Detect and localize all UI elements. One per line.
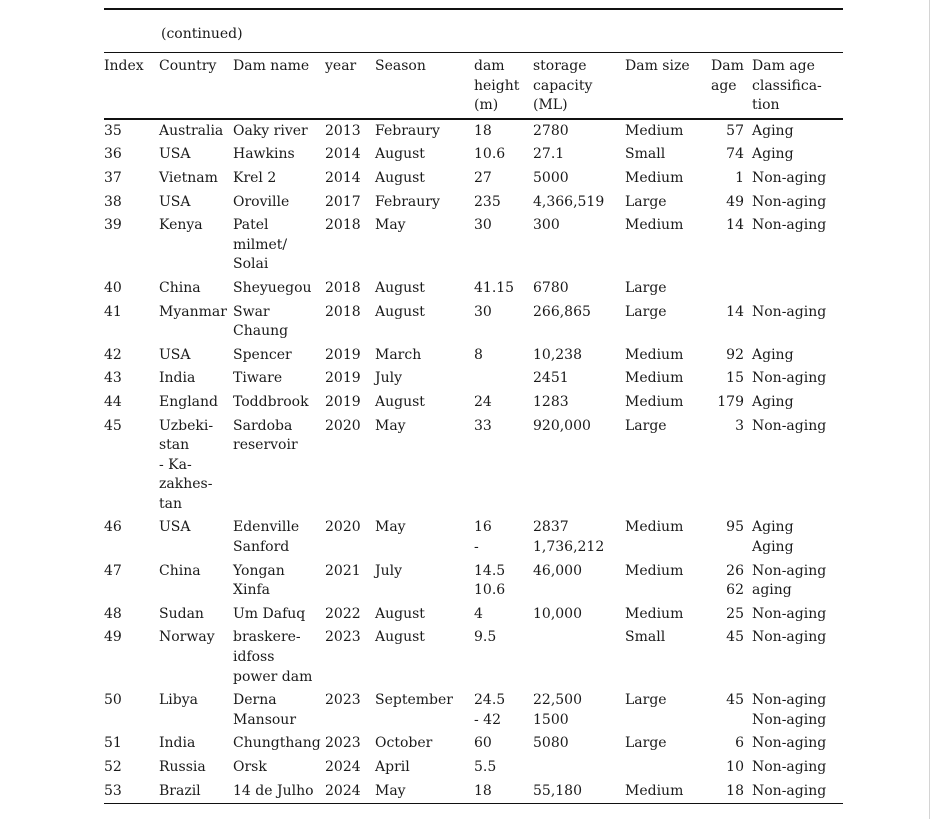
cell-age-classification: Non-aging: [752, 629, 827, 646]
cell-dam-height: 41.15: [474, 279, 515, 296]
cell-season: August: [375, 303, 425, 320]
cell-season: October: [375, 735, 433, 752]
cell-dam-age: 25: [726, 605, 744, 622]
cell-year: 2024: [325, 759, 361, 775]
cell-year: 2019: [325, 370, 361, 387]
cell-storage-capacity: 2780: [533, 122, 569, 139]
cell-age-classification: Non-aging: [752, 782, 827, 799]
cell-age-classification: Aging: [752, 393, 794, 410]
cell-index: 53: [104, 782, 122, 799]
cell-dam-name: Yongan Xinfa: [233, 562, 285, 599]
cell-season: Febraury: [375, 122, 440, 139]
cell-dam-size: Medium: [625, 605, 684, 622]
cell-age-classification: Non-aging: [752, 169, 827, 186]
cell-dam-age: 92: [726, 346, 744, 363]
cell-age-classification: Aging: [752, 122, 794, 139]
cell-index: 48: [104, 605, 122, 622]
cell-dam-age: 179: [717, 393, 744, 410]
cell-season: August: [375, 169, 425, 186]
cell-storage-capacity: 1283: [533, 393, 569, 410]
dam-failure-table: [104, 53, 843, 803]
cell-dam-age: 74: [726, 146, 744, 163]
cell-dam-height: 33: [474, 417, 492, 434]
cell-country: USA: [159, 519, 191, 536]
cell-storage-capacity: 22,500 1500: [533, 692, 582, 728]
cell-country: China: [159, 562, 201, 579]
header-season: Season: [375, 58, 426, 74]
cell-year: 2024: [325, 782, 361, 799]
cell-index: 38: [104, 193, 122, 210]
cell-country: Uzbeki- stan - Ka- zakhes- tan: [159, 417, 214, 512]
cell-age-classification: [752, 277, 843, 301]
cell-dam-age: 95: [726, 519, 744, 536]
cell-dam-age: 45: [726, 629, 744, 646]
cell-age-classification: Aging: [752, 146, 794, 163]
table-row: [104, 780, 843, 804]
cell-dam-height: 18: [474, 122, 492, 139]
cell-country: China: [159, 279, 201, 296]
cell-dam-size: Small: [625, 146, 666, 163]
table-row: [104, 167, 843, 191]
cell-dam-name: Sardoba reservoir: [233, 417, 298, 454]
cell-dam-size: Large: [625, 692, 667, 709]
cell-dam-size: Small: [625, 629, 666, 646]
cell-dam-name: Swar Chaung: [233, 303, 289, 340]
cell-dam-height: 235: [474, 193, 501, 210]
header-index: Index: [104, 58, 144, 74]
cell-year: 2014: [325, 146, 361, 163]
cell-dam-age: 10: [726, 759, 744, 775]
cell-country: Sudan: [159, 605, 204, 622]
cell-index: 52: [104, 759, 122, 775]
cell-country: Norway: [159, 629, 215, 646]
cell-dam-name: Oaky river: [233, 122, 308, 139]
cell-dam-name: Toddbrook: [233, 393, 309, 410]
cell-season: April: [375, 759, 410, 775]
cell-season: May: [375, 417, 406, 434]
cell-storage-capacity: 10,238: [533, 346, 582, 363]
cell-dam-age: 45: [726, 692, 744, 709]
header-country: Country: [159, 58, 217, 74]
cell-country: Libya: [159, 692, 198, 709]
cell-year: 2020: [325, 417, 361, 434]
cell-index: 50: [104, 692, 122, 709]
table-row: [104, 391, 843, 415]
cell-dam-name: Hawkins: [233, 146, 295, 163]
cell-index: 40: [104, 279, 122, 296]
cell-country: England: [159, 393, 219, 410]
cell-dam-name: Oroville: [233, 193, 290, 210]
cell-dam-name: Sheyuegou: [233, 279, 312, 296]
cell-country: Kenya: [159, 217, 203, 234]
dam-table-container: [104, 8, 843, 804]
table-row: [104, 756, 843, 780]
cell-dam-height: 24: [474, 393, 492, 410]
cell-season: Febraury: [375, 193, 440, 210]
cell-year: 2020: [325, 519, 361, 536]
cell-dam-height: 27: [474, 169, 492, 186]
cell-year: 2017: [325, 193, 361, 210]
cell-index: 36: [104, 146, 122, 163]
header-dam-height: dam height (m): [474, 58, 520, 114]
cell-storage-capacity: 10,000: [533, 605, 582, 622]
cell-country: India: [159, 735, 196, 752]
cell-dam-height: 5.5: [474, 759, 497, 775]
cell-dam-age: 3: [735, 417, 744, 434]
cell-age-classification: Aging Aging: [752, 519, 794, 556]
cell-country: Brazil: [159, 782, 201, 799]
table-row: [104, 415, 843, 517]
table-row: [104, 277, 843, 301]
cell-storage-capacity: 46,000: [533, 562, 582, 579]
cell-dam-name: Edenville Sanford: [233, 519, 300, 556]
cell-age-classification: Non-aging: [752, 193, 827, 210]
cell-dam-height: [474, 367, 533, 391]
cell-year: 2018: [325, 279, 361, 296]
cell-country: Vietnam: [159, 169, 218, 186]
cell-dam-age: 14: [726, 303, 744, 320]
cell-age-classification: Non-aging: [752, 417, 827, 434]
cell-year: 2023: [325, 692, 361, 709]
cell-dam-size: Medium: [625, 122, 684, 139]
cell-season: May: [375, 782, 406, 799]
cell-year: 2019: [325, 393, 361, 410]
cell-storage-capacity: 27.1: [533, 146, 565, 163]
cell-storage-capacity: [533, 626, 625, 689]
cell-dam-size: [625, 756, 711, 780]
cell-dam-size: Medium: [625, 562, 684, 579]
table-row: [104, 626, 843, 689]
cell-dam-size: Medium: [625, 782, 684, 799]
cell-year: 2018: [325, 303, 361, 320]
cell-dam-name: Derna Mansour: [233, 692, 297, 728]
cell-dam-size: Medium: [625, 169, 684, 186]
cell-age-classification: Non-aging: [752, 217, 827, 234]
cell-season: July: [375, 562, 403, 579]
cell-country: India: [159, 370, 196, 387]
header-dam-size: Dam size: [625, 58, 690, 74]
header-year: year: [325, 58, 357, 74]
cell-storage-capacity: 55,180: [533, 782, 582, 799]
table-row: [104, 143, 843, 167]
cell-age-classification: Non-aging aging: [752, 562, 827, 599]
cell-dam-size: Large: [625, 303, 667, 320]
cell-dam-height: 9.5: [474, 629, 497, 646]
cell-index: 46: [104, 519, 122, 536]
cell-year: 2022: [325, 605, 361, 622]
cell-storage-capacity: 5000: [533, 169, 569, 186]
cell-dam-name: braskere- idfoss power dam: [233, 629, 313, 685]
cell-season: August: [375, 393, 425, 410]
table-row: [104, 560, 843, 603]
cell-age-classification: Non-aging: [752, 735, 827, 752]
cell-dam-name: Orsk: [233, 759, 267, 775]
cell-index: 51: [104, 735, 122, 752]
cell-age-classification: Non-aging: [752, 605, 827, 622]
cell-country: Myanmar: [159, 303, 227, 320]
cell-dam-size: Medium: [625, 519, 684, 536]
cell-season: July: [375, 370, 403, 387]
cell-storage-capacity: 6780: [533, 279, 569, 296]
cell-season: August: [375, 146, 425, 163]
header-age-classification: Dam age classifica- tion: [752, 58, 822, 114]
cell-index: 37: [104, 169, 122, 186]
cell-dam-size: Large: [625, 193, 667, 210]
cell-season: September: [375, 692, 453, 709]
cell-dam-name: Patel milmet/ Solai: [233, 217, 288, 273]
cell-index: 35: [104, 122, 122, 139]
cell-year: 2013: [325, 122, 361, 139]
cell-dam-size: Large: [625, 735, 667, 752]
cell-dam-age: 18: [726, 782, 744, 799]
table-row: [104, 214, 843, 277]
table-body: [104, 120, 843, 803]
table-row: [104, 367, 843, 391]
cell-index: 49: [104, 629, 122, 646]
cell-storage-capacity: 920,000: [533, 417, 591, 434]
cell-age-classification: Non-aging Non-aging: [752, 692, 827, 728]
table-row: [104, 603, 843, 627]
cell-dam-size: Medium: [625, 217, 684, 234]
header-dam-age: Dam age: [711, 58, 744, 94]
cell-year: 2019: [325, 346, 361, 363]
cell-dam-size: Large: [625, 417, 667, 434]
cell-index: 43: [104, 370, 122, 387]
cell-dam-age: [711, 277, 752, 301]
cell-dam-name: 14 de Julho: [233, 782, 314, 799]
cell-index: 47: [104, 562, 122, 579]
cell-age-classification: Aging: [752, 346, 794, 363]
cell-storage-capacity: 5080: [533, 735, 569, 752]
cell-season: August: [375, 629, 425, 646]
cell-dam-age: 15: [726, 370, 744, 387]
header-dam-name: Dam name: [233, 58, 310, 74]
cell-country: Australia: [159, 122, 224, 139]
table-row: [104, 732, 843, 756]
cell-year: 2023: [325, 735, 361, 752]
cell-age-classification: Non-aging: [752, 759, 827, 775]
cell-dam-height: 30: [474, 303, 492, 320]
cell-season: August: [375, 605, 425, 622]
cell-dam-height: 60: [474, 735, 492, 752]
cell-dam-size: Medium: [625, 346, 684, 363]
cell-dam-age: 57: [726, 122, 744, 139]
cell-season: August: [375, 279, 425, 296]
cell-year: 2021: [325, 562, 361, 579]
cell-dam-name: Krel 2: [233, 169, 277, 186]
cell-storage-capacity: 2837 1,736,212: [533, 519, 605, 556]
cell-season: May: [375, 519, 406, 536]
cell-dam-height: 24.5 - 42: [474, 692, 506, 728]
cell-index: 45: [104, 417, 122, 434]
cell-dam-size: Large: [625, 279, 667, 296]
cell-index: 39: [104, 217, 122, 234]
cell-dam-name: Tiware: [233, 370, 283, 387]
cell-storage-capacity: 2451: [533, 370, 569, 387]
cell-dam-height: 4: [474, 605, 483, 622]
header-storage-capacity: storage capacity (ML): [533, 58, 593, 114]
cell-country: USA: [159, 193, 191, 210]
cell-dam-height: 18: [474, 782, 492, 799]
cell-storage-capacity: [533, 756, 625, 780]
table-row: [104, 191, 843, 215]
cell-country: USA: [159, 146, 191, 163]
table-row: [104, 301, 843, 344]
cell-dam-size: Medium: [625, 393, 684, 410]
cell-dam-height: 8: [474, 346, 483, 363]
cell-year: 2023: [325, 629, 361, 646]
table-row: [104, 120, 843, 144]
cell-dam-height: 30: [474, 217, 492, 234]
cell-season: May: [375, 217, 406, 234]
table-caption: (continued): [161, 26, 243, 42]
cell-dam-height: 14.5 10.6: [474, 562, 506, 599]
cell-dam-age: 1: [735, 169, 744, 186]
cell-dam-age: 6: [735, 735, 744, 752]
cell-dam-height: 16 -: [474, 519, 492, 556]
cell-storage-capacity: 4,366,519: [533, 193, 605, 210]
cell-dam-age: 26 62: [726, 562, 744, 599]
cell-index: 42: [104, 346, 122, 363]
cell-index: 41: [104, 303, 122, 320]
cell-dam-name: Spencer: [233, 346, 292, 363]
table-row: [104, 516, 843, 559]
cell-dam-age: 14: [726, 217, 744, 234]
bottom-rule: [104, 803, 843, 804]
cell-year: 2014: [325, 169, 361, 186]
cell-dam-height: 10.6: [474, 146, 506, 163]
cell-country: USA: [159, 346, 191, 363]
cell-country: Russia: [159, 759, 206, 775]
header-row: [104, 53, 843, 118]
cell-season: March: [375, 346, 422, 363]
cell-dam-name: Chungthang: [233, 735, 321, 752]
cell-age-classification: Non-aging: [752, 370, 827, 387]
table-row: [104, 344, 843, 368]
cell-index: 44: [104, 393, 122, 410]
cell-storage-capacity: 266,865: [533, 303, 591, 320]
cell-storage-capacity: 300: [533, 217, 560, 234]
cell-dam-name: Um Dafuq: [233, 605, 306, 622]
table-row: [104, 689, 843, 732]
cell-dam-age: 49: [726, 193, 744, 210]
cell-dam-size: Medium: [625, 370, 684, 387]
cell-year: 2018: [325, 217, 361, 234]
cell-age-classification: Non-aging: [752, 303, 827, 320]
